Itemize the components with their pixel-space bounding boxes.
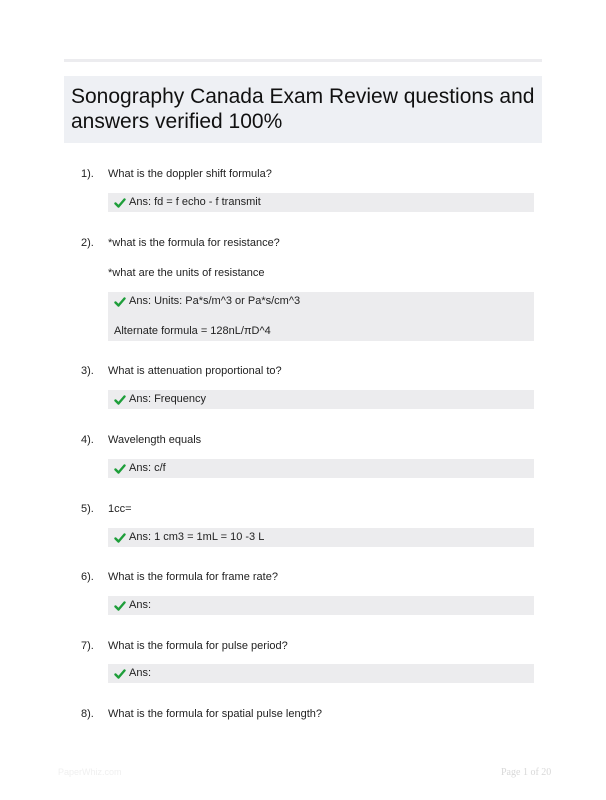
question-number: 3). (81, 365, 94, 377)
answer-text: Ans: Frequency (129, 393, 207, 405)
answer-text: Ans: (129, 667, 152, 679)
answer-box (108, 193, 534, 212)
question-number: 4). (81, 434, 94, 446)
check-icon (114, 532, 126, 544)
answer-text: Ans: c/f (129, 462, 166, 474)
question-number: 2). (81, 237, 94, 249)
answer-box (108, 664, 534, 683)
answer-box (108, 390, 534, 409)
question-number: 5). (81, 503, 94, 515)
question-text: *what is the formula for resistance? (108, 237, 280, 249)
title-box (64, 76, 542, 143)
page-number: Page 1 of 20 (501, 767, 552, 778)
answer-box (108, 292, 534, 341)
top-rule (64, 59, 542, 62)
check-icon (114, 394, 126, 406)
question-number: 1). (81, 168, 94, 180)
question-number: 8). (81, 708, 94, 720)
question-number: 7). (81, 640, 94, 652)
question-text: What is the doppler shift formula? (108, 168, 272, 180)
question-text: Wavelength equals (108, 434, 202, 446)
question-text: What is the formula for pulse period? (108, 640, 288, 652)
question-text: 1cc= (108, 503, 132, 515)
page-title: Sonography Canada Exam Review questions and answers verified 100% (71, 85, 535, 133)
answer-box (108, 528, 534, 547)
footer-watermark: PaperWhiz.com (58, 767, 122, 777)
check-icon (114, 463, 126, 475)
question-text: What is the formula for frame rate? (108, 571, 278, 583)
question-text: *what are the units of resistance (108, 267, 265, 279)
check-icon (114, 197, 126, 209)
answer-text: Ans: fd = f echo - f transmit (129, 196, 261, 208)
question-number: 6). (81, 571, 94, 583)
answer-text: Ans: Units: Pa*s/m^3 or Pa*s/cm^3 (129, 295, 301, 307)
answer-text: Alternate formula = 128nL/πD^4 (114, 325, 271, 337)
answer-text: Ans: 1 cm3 = 1mL = 10 -3 L (129, 531, 265, 543)
answer-text: Ans: (129, 599, 152, 611)
question-text: What is attenuation proportional to? (108, 365, 282, 377)
question-text: What is the formula for spatial pulse length? (108, 708, 323, 720)
answer-box (108, 596, 534, 615)
check-icon (114, 668, 126, 680)
answer-box (108, 459, 534, 478)
check-icon (114, 296, 126, 308)
check-icon (114, 600, 126, 612)
